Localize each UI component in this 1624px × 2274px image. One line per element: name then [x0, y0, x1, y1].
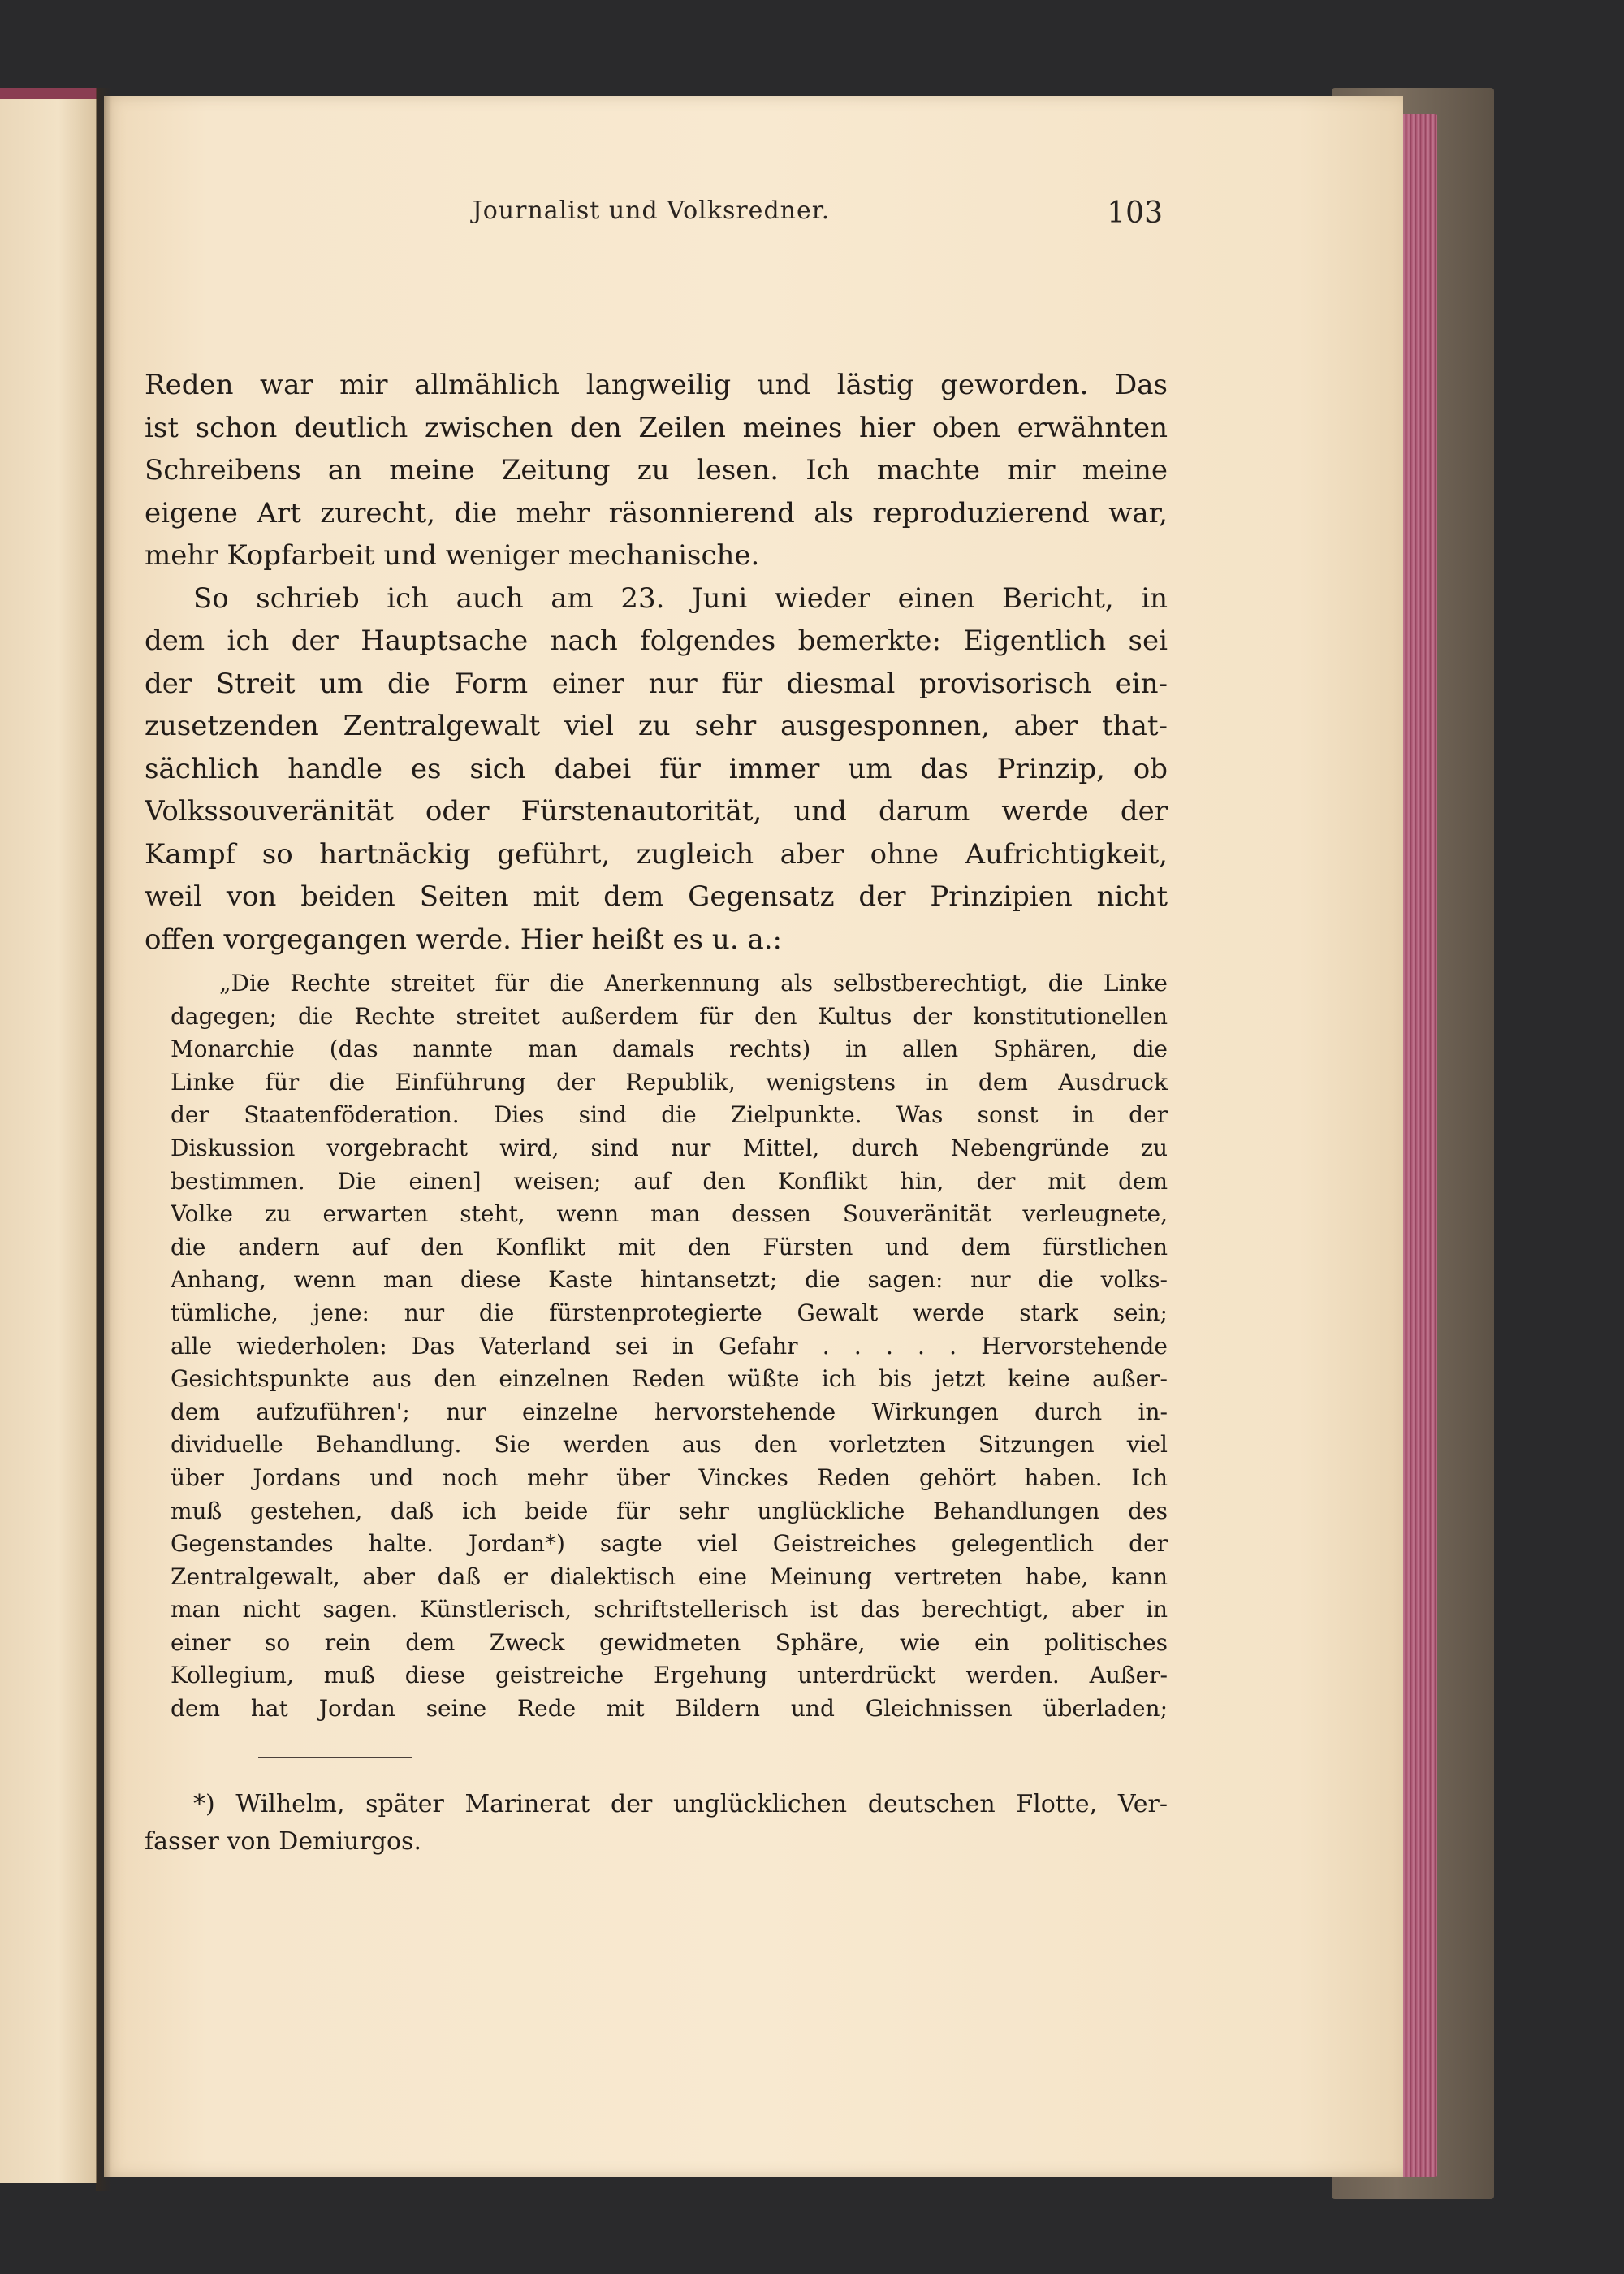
quote-line: dem hat Jordan seine Rede mit Bildern und Gleichnissen überladen;: [171, 1695, 1168, 1723]
quote-line: über Jordans und noch mehr über Vinckes Reden gehört haben. Ich: [171, 1463, 1168, 1491]
footnote-rule: [258, 1757, 412, 1758]
quote-line: bestimmen. Die einen] weisen; auf den Konflikt hin, der mit dem: [171, 1167, 1168, 1195]
left-page: [0, 88, 97, 2183]
running-head-title: Journalist und Volksredner.: [472, 197, 831, 225]
body-line: mehr Kopfarbeit und weniger mechanische.: [145, 539, 760, 572]
body-line: sächlich handle es sich dabei für immer um das Prinzip, ob: [145, 752, 1168, 785]
quote-line: Gesichtspunkte aus den einzelnen Reden wüßte ich bis jetzt keine außer-: [171, 1365, 1168, 1393]
body-line: Reden war mir allmählich langweilig und lästig geworden. Das: [145, 369, 1168, 401]
page-number: 103: [1107, 197, 1163, 230]
quote-line: dividuelle Behandlung. Sie werden aus den vorletzten Sitzungen viel: [171, 1431, 1168, 1459]
quote-line: Anhang, wenn man diese Kaste hintansetzt; die sagen: nur die volks-: [171, 1266, 1168, 1294]
body-line: Volkssouveränität oder Fürstenautorität, und darum werde der: [145, 795, 1168, 828]
gutter-shadow: [96, 88, 112, 2191]
quote-line: Volke zu erwarten steht, wenn man dessen Souveränität verleugnete,: [171, 1200, 1168, 1228]
quote-line: muß gestehen, daß ich beide für sehr unglückliche Behandlungen des: [171, 1497, 1168, 1524]
body-line: offen vorgegangen werde. Hier heißt es u. a.:: [145, 923, 782, 956]
body-line: zusetzenden Zentralgewalt viel zu sehr ausgesponnen, aber that-: [145, 710, 1168, 742]
quote-line: Kollegium, muß diese geistreiche Ergehung unterdrückt werden. Außer-: [171, 1662, 1168, 1689]
quote-line: dagegen; die Rechte streitet außerdem für den Kultus der konstitutionellen: [171, 1002, 1168, 1030]
body-line: ist schon deutlich zwischen den Zeilen meines hier oben erwähnten: [145, 411, 1168, 444]
quote-line: einer so rein dem Zweck gewidmeten Sphäre, wie ein politisches: [171, 1628, 1168, 1656]
body-line: So schrieb ich auch am 23. Juni wieder einen Bericht, in: [193, 581, 1168, 615]
quote-line: Zentralgewalt, aber daß er dialektisch eine Meinung vertreten habe, kann: [171, 1563, 1168, 1590]
quote-line: alle wiederholen: Das Vaterland sei in Gefahr . . . . . Hervorstehende: [171, 1332, 1168, 1360]
quote-line: Gegenstandes halte. Jordan*) sagte viel Geistreiches gelegentlich der: [171, 1530, 1168, 1558]
quote-line: Diskussion vorgebracht wird, sind nur Mittel, durch Nebengründe zu: [171, 1134, 1168, 1161]
body-line: Kampf so hartnäckig geführt, zugleich aber ohne Aufrichtigkeit,: [145, 837, 1168, 871]
body-line: dem ich der Hauptsache nach folgendes bemerkte: Eigentlich sei: [145, 625, 1168, 657]
footnote-line: fasser von Demiurgos.: [145, 1827, 421, 1856]
quote-line: „Die Rechte streitet für die Anerkennung als selbstberechtigt, die Linke: [219, 970, 1168, 996]
body-line: eigene Art zurecht, die mehr räsonnierend als reproduzierend war,: [145, 496, 1168, 530]
quote-line: man nicht sagen. Künstlerisch, schriftstellerisch ist das berechtigt, aber in: [171, 1596, 1168, 1623]
quote-line: Monarchie (das nannte man damals rechts) in allen Sphären, die: [171, 1035, 1168, 1063]
body-line: weil von beiden Seiten mit dem Gegensatz der Prinzipien nicht: [145, 880, 1168, 913]
page-text: [145, 364, 1168, 1861]
block-quote: [171, 967, 1168, 1726]
quote-line: Linke für die Einführung der Republik, wenigstens in dem Ausdruck: [171, 1068, 1168, 1096]
footnote-line: *) Wilhelm, später Marinerat der unglücklichen deutschen Flotte, Ver-: [193, 1789, 1168, 1818]
body-line: der Streit um die Form einer nur für diesmal provisorisch ein-: [145, 667, 1168, 700]
quote-line: der Staatenföderation. Dies sind die Zielpunkte. Was sonst in der: [171, 1101, 1168, 1129]
body-line: Schreibens an meine Zeitung zu lesen. Ich machte mir meine: [145, 454, 1168, 486]
quote-line: dem aufzuführen'; nur einzelne hervorstehende Wirkungen durch in-: [171, 1398, 1168, 1425]
quote-line: tümliche, jene: nur die fürstenprotegierte Gewalt werde stark sein;: [171, 1299, 1168, 1326]
footnote: [145, 1786, 1168, 1861]
body-paragraphs: [145, 364, 1168, 961]
quote-line: die andern auf den Konflikt mit den Fürsten und dem fürstlichen: [171, 1233, 1168, 1260]
